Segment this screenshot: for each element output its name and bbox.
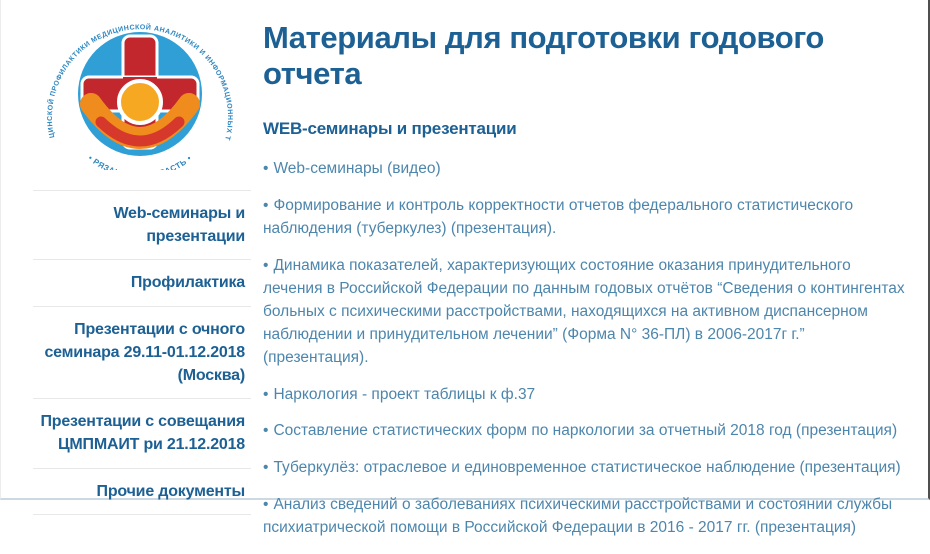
document-link-webinars-video[interactable]: Web-семинары (видео)	[273, 160, 441, 177]
sidebar	[1, 0, 251, 515]
medical-center-logo-icon	[29, 4, 251, 170]
bullet-icon: •	[263, 496, 269, 514]
document-link-narcology-forms-2018[interactable]: Составление статистических форм по наркологии за отчетный 2018 год (презентация)	[273, 422, 898, 440]
list-item	[263, 384, 911, 407]
list-item	[263, 420, 911, 443]
list-item	[263, 158, 911, 181]
document-link-compulsory-treatment-dynamics[interactable]: Динамика показателей, характеризующих состояние оказания принудительного лечения в Российской Федерации по данным годовых отчётов “Сведения о контингентах больных с психическими расстройствами, находящихся на активном диспансерном наблюдении и принудительном лечении” (Форма N° 36-ПЛ) в 2006-2017г г.” (презентация).	[263, 256, 905, 366]
sidebar-item-prophylaxis[interactable]: Профилактика	[130, 274, 245, 292]
sidebar-item-webinars[interactable]: Web-семинары и презентации	[113, 205, 245, 245]
bullet-icon: •	[263, 459, 269, 477]
sidebar-navigation	[1, 190, 251, 515]
bullet-icon: •	[263, 256, 269, 274]
logo-region-text: • РЯЗ СТЬ •	[86, 153, 194, 170]
page-title: Материалы для подготовки годового отчета	[263, 20, 824, 91]
document-link-psychiatric-service-analysis[interactable]: Анализ сведений о заболеваниях психическими расстройствами и состоянии службы психиатрической помощи в Российской Федерации в 2016 - 2017 гг. (презентация)	[263, 496, 893, 537]
list-item	[263, 457, 911, 480]
bullet-icon: •	[263, 160, 269, 177]
logo-ring-text: ЦИНСКОЙ ПРОФИЛАКТИКИ МЕДИЦИНСКОЙ АНАЛИТИКИ И ИНФОРМАЦИОННЫХ Т	[46, 24, 234, 142]
list-item	[263, 195, 911, 241]
section-heading: WEB-семинары и презентации	[263, 119, 517, 138]
main-content	[263, 12, 911, 554]
bullet-icon: •	[263, 385, 269, 403]
document-link-tb-report-control[interactable]: Формирование и контроль корректности отчетов федерального статистического наблюдения (туберкулез) (презентация).	[263, 196, 854, 237]
organization-logo[interactable]	[29, 4, 251, 170]
sidebar-item-meeting-presentations[interactable]: Презентации с совещания ЦМПМАИТ ри 21.12.2018	[40, 413, 245, 454]
list-item	[263, 255, 911, 370]
sidebar-item-other-documents[interactable]: Прочие документы	[96, 482, 245, 500]
list-item	[263, 494, 911, 540]
sidebar-item-seminar-presentations[interactable]: Презентации с очного семинара 29.11-01.12.2018 (Москва)	[44, 321, 245, 384]
document-link-narcology-table-draft[interactable]: Наркология - проект таблицы к ф.37	[273, 385, 536, 403]
divider	[33, 514, 251, 515]
bullet-icon: •	[263, 422, 269, 440]
bullet-icon: •	[263, 196, 269, 214]
document-link-tuberculosis-observation[interactable]: Туберкулёз: отраслевое и единовременное статистическое наблюдение (презентация)	[273, 459, 901, 477]
